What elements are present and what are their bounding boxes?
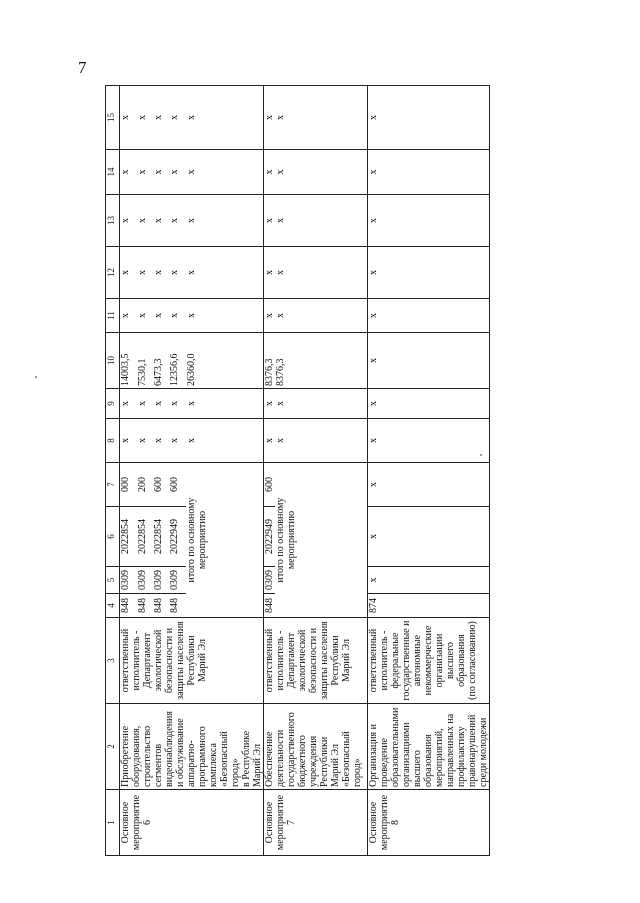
col-header: 4: [106, 594, 120, 618]
table-cell: x: [153, 86, 169, 150]
table-cell: x: [120, 299, 137, 333]
table-cell: x: [186, 195, 264, 247]
table-cell: x: [120, 389, 137, 419]
table-cell: x: [186, 150, 264, 195]
table-cell: x: [186, 389, 264, 419]
table-cell: x: [264, 150, 276, 195]
table-row: [367, 86, 489, 856]
table-cell: x: [186, 419, 264, 463]
scan-speck: [35, 376, 37, 378]
table-cell: x: [169, 195, 185, 247]
table-cell: 848: [120, 594, 137, 618]
table-cell: x: [153, 389, 169, 419]
table-cell: x: [169, 389, 185, 419]
table-cell: 14003,5: [120, 333, 137, 389]
table-cell: x: [169, 299, 185, 333]
table-cell: 0309: [169, 567, 185, 594]
table-cell: x: [120, 247, 137, 299]
table-cell: x: [153, 299, 169, 333]
col-header: 15: [106, 86, 120, 150]
table-cell: 2022854: [153, 507, 169, 567]
table-cell: x: [186, 247, 264, 299]
table-cell: 0309: [120, 567, 137, 594]
table-cell: x: [367, 333, 489, 389]
table-cell: x: [367, 195, 489, 247]
table-cell: 26360,0: [186, 333, 264, 389]
col-header: 2: [106, 704, 120, 790]
table-cell: x: [275, 419, 367, 463]
table-cell: x: [264, 419, 276, 463]
event-description: Обеспечение деятельности государственного бюджетного учреждения Республики Марий Эл «Безопасный город»: [264, 704, 368, 790]
table-cell: x: [367, 247, 489, 299]
table-cell: x: [275, 389, 367, 419]
table-cell: 7530,1: [137, 333, 153, 389]
col-header: 5: [106, 567, 120, 594]
col-header: 11: [106, 299, 120, 333]
event-title: Основное мероприятие 7: [264, 790, 368, 856]
event-executor: ответственный исполнитель - федеральные государственные и автономные некоммерческие организации высшего образования (по согласованию): [367, 618, 489, 704]
table-cell: x: [367, 419, 489, 463]
table-cell: 000: [120, 463, 137, 507]
table-cell: x: [264, 195, 276, 247]
table-cell: 2022949: [169, 507, 185, 567]
table-cell: x: [169, 247, 185, 299]
rotated-table-wrapper: [105, 86, 630, 856]
event-description: Организация и проведение образовательными организациями высшего образования мероприятий, направленных на профилактику правонарушений среди молодежи: [367, 704, 489, 790]
table-cell: x: [367, 299, 489, 333]
event-executor: ответственный исполнитель - Департамент экологической безопасности и защиты населения Республики Марий Эл: [264, 618, 368, 704]
table-cell: x: [153, 195, 169, 247]
table-cell: x: [367, 567, 489, 594]
col-header: 14: [106, 150, 120, 195]
table-cell: 2022949: [264, 507, 276, 567]
table-cell: 8376,3: [275, 333, 367, 389]
table-row: [120, 86, 137, 856]
table-cell: 848: [264, 594, 276, 618]
table-cell: x: [153, 247, 169, 299]
table-cell: x: [137, 195, 153, 247]
col-header: 1: [106, 790, 120, 856]
table-cell: x: [275, 150, 367, 195]
col-header: 3: [106, 618, 120, 704]
table-cell: x: [137, 389, 153, 419]
table-cell: 200: [137, 463, 153, 507]
table-cell: x: [275, 247, 367, 299]
table-cell: x: [137, 247, 153, 299]
table-cell: x: [367, 389, 489, 419]
table-cell: 848: [153, 594, 169, 618]
page-number: 7: [78, 58, 87, 77]
table-cell: x: [367, 86, 489, 150]
header-row: [106, 86, 120, 856]
event-description: Приобретение оборудования, строительство сегментов видеонаблюдения и обслуживание аппаратно- программного комплекса «Безопасный город» в Республике Марий Эл: [120, 704, 264, 790]
table-cell: 848: [137, 594, 153, 618]
table-cell: x: [264, 299, 276, 333]
table-cell: 0309: [264, 567, 276, 594]
table-cell: 2022854: [120, 507, 137, 567]
table-cell: 0309: [153, 567, 169, 594]
table-cell: x: [169, 419, 185, 463]
table-cell: x: [153, 419, 169, 463]
table-cell: 8376,3: [264, 333, 276, 389]
table-cell: x: [275, 195, 367, 247]
col-header: 10: [106, 333, 120, 389]
table-cell: x: [275, 86, 367, 150]
col-header: 13: [106, 195, 120, 247]
table-cell: x: [367, 150, 489, 195]
table-cell: 6473,3: [153, 333, 169, 389]
table-cell: x: [137, 299, 153, 333]
table-cell: x: [120, 419, 137, 463]
table-cell: x: [264, 389, 276, 419]
table-cell: x: [120, 195, 137, 247]
total-label: итого по основному мероприятию: [186, 463, 264, 618]
event-title: Основное мероприятие 6: [120, 790, 264, 856]
table-cell: 600: [153, 463, 169, 507]
budget-table: [105, 85, 490, 856]
event-executor: ответственный исполнитель - Департамент экологической безопасности и защиты населения Республики Марий Эл: [120, 618, 264, 704]
table-cell: 874: [367, 594, 489, 618]
table-cell: x: [120, 86, 137, 150]
total-label: итого по основному мероприятию: [275, 463, 367, 618]
table-cell: 2022854: [137, 507, 153, 567]
event-title: Основное мероприятие 8: [367, 790, 489, 856]
table-cell: x: [264, 86, 276, 150]
table-cell: 600: [264, 463, 276, 507]
table-cell: 600: [169, 463, 185, 507]
table-cell: 12356,6: [169, 333, 185, 389]
table-cell: x: [137, 419, 153, 463]
table-row: [264, 86, 276, 856]
table-cell: x: [137, 86, 153, 150]
table-cell: 0309: [137, 567, 153, 594]
table-cell: x: [153, 150, 169, 195]
table-cell: x: [186, 299, 264, 333]
table-cell: x: [367, 507, 489, 567]
table-cell: x: [367, 463, 489, 507]
col-header: 6: [106, 507, 120, 567]
col-header: 8: [106, 419, 120, 463]
table-cell: x: [137, 150, 153, 195]
table-cell: x: [186, 86, 264, 150]
col-header: 9: [106, 389, 120, 419]
table-cell: x: [169, 86, 185, 150]
table-cell: 848: [169, 594, 185, 618]
table-cell: x: [120, 150, 137, 195]
table-cell: x: [264, 247, 276, 299]
col-header: 12: [106, 247, 120, 299]
col-header: 7: [106, 463, 120, 507]
table-cell: x: [169, 150, 185, 195]
table-cell: x: [275, 299, 367, 333]
